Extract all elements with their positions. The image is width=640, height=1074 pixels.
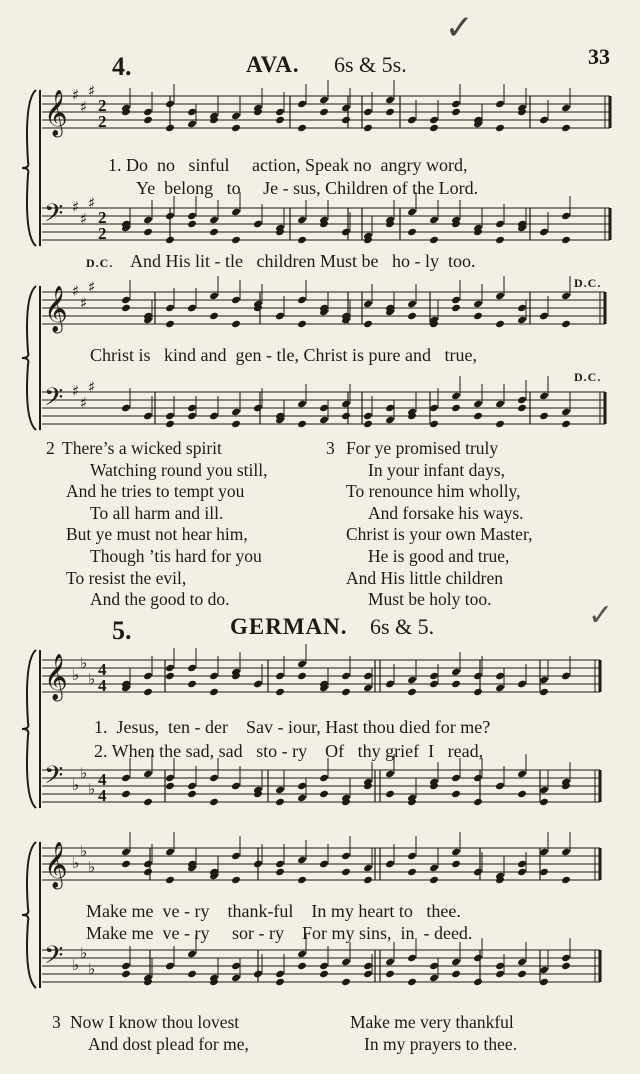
note-head: [495, 320, 505, 329]
hymn-5-title: GERMAN.: [230, 614, 348, 639]
note-head: [473, 798, 483, 807]
time-signature-bottom: 2: [98, 112, 107, 131]
note-head: [539, 412, 549, 421]
hymn-4-dc-lyric: And His lit - tle children Must be ho - ly too.: [130, 251, 476, 271]
note-head: [341, 688, 351, 697]
time-signature-top: 2: [98, 96, 107, 115]
page-number: 33: [588, 44, 610, 69]
note-head: [231, 420, 241, 429]
sharp-icon: ♯: [88, 194, 96, 212]
note-head: [187, 680, 197, 689]
note-head: [429, 124, 439, 133]
note-head: [561, 876, 571, 885]
note-head: [451, 970, 461, 979]
note-head: [143, 688, 153, 697]
note-head: [363, 320, 373, 329]
note-head: [451, 790, 461, 799]
hymn-5-row2-lyric-2: Make me ve - ry sor - ry For my sins, in - deed.: [86, 923, 473, 943]
note-head: [209, 798, 219, 807]
flat-icon: ♭: [80, 944, 88, 962]
note-head: [275, 868, 285, 877]
note-head: [275, 978, 285, 987]
sharp-icon: ♯: [80, 210, 88, 228]
flat-icon: ♭: [80, 654, 88, 672]
note-head: [407, 228, 417, 237]
note-head: [473, 688, 483, 697]
sharp-icon: ♯: [88, 278, 96, 296]
note-head: [561, 320, 571, 329]
sharp-icon: ♯: [80, 98, 88, 116]
bass-clef-icon: 𝄢: [44, 941, 64, 976]
verse-2-line: And the good to do.: [90, 589, 230, 610]
note-head: [231, 236, 241, 245]
note-head: [407, 312, 417, 321]
verse-3-line: And His little children: [346, 567, 503, 588]
hymn-5-verse-3-number: 3: [52, 1012, 61, 1032]
time-signature-top: 2: [98, 208, 107, 227]
system-brace: [22, 650, 36, 808]
note-head: [473, 978, 483, 987]
note-head: [121, 860, 131, 869]
hymn-5-verse-3-line: And dost plead for me,: [88, 1034, 249, 1054]
note-head: [451, 680, 461, 689]
note-head: [165, 876, 175, 885]
note-head: [385, 970, 395, 979]
verse-3-line: To renounce him wholly,: [346, 481, 521, 502]
note-head: [517, 970, 527, 979]
sharp-icon: ♯: [80, 394, 88, 412]
hymn-5-row1-lyric-1: 1. Jesus, ten - der Sav - iour, Hast thou died for me?: [94, 717, 491, 737]
note-head: [385, 108, 395, 117]
note-head: [451, 860, 461, 869]
note-head: [143, 798, 153, 807]
sharp-icon: ♯: [88, 378, 96, 396]
note-head: [297, 124, 307, 133]
note-head: [407, 688, 417, 697]
sharp-icon: ♯: [72, 382, 80, 400]
note-head: [297, 320, 307, 329]
flat-icon: ♭: [88, 858, 96, 876]
treble-clef-icon: 𝄞: [44, 654, 68, 700]
note-head: [561, 420, 571, 429]
note-head: [495, 124, 505, 133]
hymn-4-row2-dc-bottom: D.C.: [574, 370, 602, 384]
note-head: [187, 790, 197, 799]
note-head: [165, 782, 175, 791]
verse-2-line: To all harm and ill.: [90, 502, 224, 523]
note-head: [209, 228, 219, 237]
hymn-5-row2-lyric-1: Make me ve - ry thank-ful In my heart to thee.: [86, 901, 461, 921]
note-head: [187, 970, 197, 979]
note-head: [187, 220, 197, 229]
time-signature-bottom: 4: [98, 786, 107, 805]
note-head: [473, 312, 483, 321]
note-head: [319, 790, 329, 799]
note-head: [297, 420, 307, 429]
hymn-5-verse-3-line: Now I know thou lovest: [70, 1012, 240, 1032]
hymn-5-row1-lyric-2: 2. When the sad, sad sto - ry Of thy grief I read,: [94, 741, 484, 761]
flat-icon: ♭: [72, 956, 80, 974]
note-head: [297, 672, 307, 681]
note-head: [231, 320, 241, 329]
note-head: [407, 868, 417, 877]
verse-3-line: For ye promised truly: [346, 438, 499, 458]
verse-2-line: Watching round you still,: [90, 459, 268, 480]
flat-icon: ♭: [88, 670, 96, 688]
pencil-check-mark-icon: ✓: [445, 8, 474, 48]
verse-3-line: And forsake his ways.: [368, 502, 524, 523]
time-signature-top: 4: [98, 660, 107, 679]
note-head: [319, 970, 329, 979]
pencil-check-mark-icon: ✓: [588, 598, 614, 633]
note-head: [121, 304, 131, 313]
note-head: [275, 116, 285, 125]
note-head: [297, 876, 307, 885]
note-head: [429, 876, 439, 885]
verse-3-line: In your infant days,: [368, 459, 506, 480]
hymn-5-verse-3-line: In my prayers to thee.: [364, 1034, 518, 1054]
note-head: [451, 304, 461, 313]
hymn-4-number: 4.: [112, 52, 132, 81]
hymn-4-row1-lyric-2: Ye belong to Je - sus, Children of the Lord.: [136, 178, 479, 198]
treble-clef-icon: 𝄞: [44, 90, 68, 136]
time-signature-bottom: 4: [98, 676, 107, 695]
note-head: [363, 420, 373, 429]
verse-2-number: 2: [46, 438, 55, 458]
hymn-4-meter: 6s & 5s.: [334, 52, 407, 77]
note-head: [429, 236, 439, 245]
note-head: [451, 404, 461, 413]
note-head: [561, 124, 571, 133]
note-head: [517, 404, 527, 413]
flat-icon: ♭: [72, 776, 80, 794]
bass-clef-icon: 𝄢: [44, 383, 64, 418]
treble-clef-icon: 𝄞: [44, 842, 68, 888]
note-head: [319, 108, 329, 117]
verse-3-line: Must be holy too.: [368, 589, 492, 610]
note-head: [165, 320, 175, 329]
flat-icon: ♭: [80, 764, 88, 782]
hymn-5-verse-3-line: Make me very thankful: [350, 1012, 514, 1032]
flat-icon: ♭: [88, 780, 96, 798]
note-head: [165, 672, 175, 681]
note-head: [561, 962, 571, 971]
note-head: [561, 236, 571, 245]
note-head: [275, 688, 285, 697]
flat-icon: ♭: [88, 960, 96, 978]
sharp-icon: ♯: [72, 282, 80, 300]
note-head: [385, 790, 395, 799]
note-head: [143, 228, 153, 237]
hymn-4-row1-lyric-1: 1. Do no sinful action, Speak no angry word,: [108, 155, 468, 175]
note-head: [275, 798, 285, 807]
verse-2-line: There’s a wicked spirit: [62, 438, 222, 458]
flat-icon: ♭: [72, 854, 80, 872]
note-head: [341, 116, 351, 125]
note-head: [341, 978, 351, 987]
flat-icon: ♭: [80, 842, 88, 860]
sharp-icon: ♯: [72, 86, 80, 104]
flat-icon: ♭: [72, 666, 80, 684]
note-head: [121, 790, 131, 799]
note-head: [495, 236, 505, 245]
bass-clef-icon: 𝄢: [44, 761, 64, 796]
note-head: [363, 876, 373, 885]
note-head: [407, 978, 417, 987]
verse-3-line: He is good and true,: [368, 546, 510, 566]
system-brace: [22, 90, 36, 246]
system-brace: [22, 842, 36, 988]
verse-3-number: 3: [326, 438, 335, 458]
hymn-4-dc-label: D.C.: [86, 256, 114, 270]
note-head: [231, 124, 241, 133]
sharp-icon: ♯: [88, 82, 96, 100]
hymn-4-title: AVA.: [246, 52, 300, 77]
note-head: [363, 124, 373, 133]
note-head: [297, 236, 307, 245]
note-head: [451, 108, 461, 117]
treble-clef-icon: 𝄞: [44, 286, 68, 332]
note-head: [341, 412, 351, 421]
note-head: [297, 962, 307, 971]
verse-2-line: To resist the evil,: [66, 567, 187, 588]
note-head: [209, 312, 219, 321]
verse-2-line: And he tries to tempt you: [66, 481, 245, 502]
verse-2-line: Though ’tis hard for you: [90, 546, 262, 566]
sharp-icon: ♯: [72, 198, 80, 216]
sharp-icon: ♯: [80, 294, 88, 312]
bass-clef-icon: 𝄢: [44, 199, 64, 234]
note-head: [209, 688, 219, 697]
time-signature-bottom: 2: [98, 224, 107, 243]
hymn-4-row2-dc-top: D.C.: [574, 276, 602, 290]
system-brace: [22, 286, 36, 430]
note-head: [473, 412, 483, 421]
note-head: [495, 420, 505, 429]
note-head: [517, 790, 527, 799]
note-head: [143, 116, 153, 125]
hymn-5-number: 5.: [112, 616, 132, 645]
note-head: [231, 876, 241, 885]
time-signature-top: 4: [98, 770, 107, 789]
note-head: [143, 868, 153, 877]
hymn-4-row2-lyric: Christ is kind and gen - tle, Christ is pure and true,: [90, 345, 477, 365]
verse-3-line: Christ is your own Master,: [346, 524, 533, 545]
hymn-5-meter: 6s & 5.: [370, 614, 435, 639]
note-head: [121, 970, 131, 979]
note-head: [341, 868, 351, 877]
verse-2-line: But ye must not hear him,: [66, 524, 248, 545]
note-head: [165, 420, 175, 429]
